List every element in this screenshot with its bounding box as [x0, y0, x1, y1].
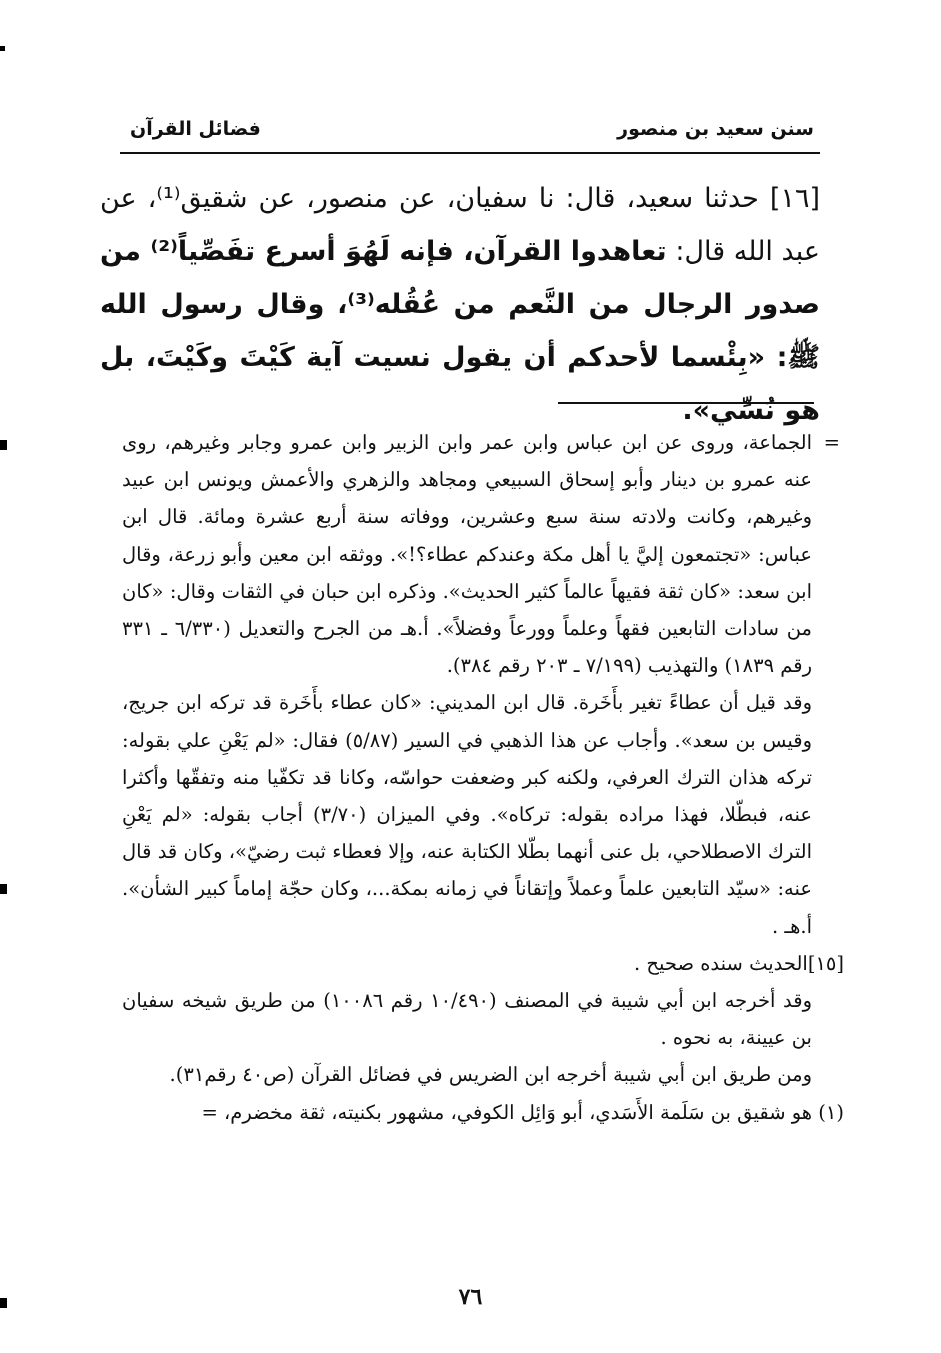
page-number: ٧٦ [458, 1284, 483, 1310]
scan-mark [0, 46, 5, 51]
takhrij-heading [122, 945, 844, 982]
footnote-separator [558, 402, 814, 404]
note-paragraph: ومن طريق ابن أبي شيبة أخرجه ابن الضريس في فضائل القرآن (ص٤٠ رقم٣١). [169, 1063, 812, 1087]
note-paragraph: وقد أخرجه ابن أبي شيبة في المصنف (١٠/٤٩٠ رقم ١٠٠٨٦) من طريق شيخه سفيان بن عيينة، به نحوه . [122, 989, 812, 1050]
takhrij-number: [١٥] [807, 951, 844, 975]
scan-mark [0, 440, 7, 450]
footnote-number: (١) [818, 1100, 844, 1124]
footnote-continuation: = الجماعة، وروى عن ابن عباس وابن عمر وابن الزبير وابن عمرو وجابر وغيرهم، روى عنه عمرو بن دينار وأبو إسحاق السبيعي ومجاهد والزهري والأعمش ويونس ابن عبيد وغيرهم، وكانت ولادته سنة سبع وعشرين، ووفاته سنة أربع عشرة ومائة. قال ابن عباس: «تجتمعون إليَّ يا أهل مكة وعندكم عطاء؟!». ووثقه ابن معين وأبو زرعة، وقال ابن سعد: «كان ثقة فقيهاً عالماً كثير الحديث». وذكره ابن حبان في الثقات وقال: «كان من سادات التابعين فقهاً وعلماً وورعاً وفضلاً». أ.هـ من الجرح والتعديل (٦/٣٣٠ ـ ٣٣١ رقم ١٨٣٩) والتهذيب (٧/١٩٩ ـ ٢٠٣ رقم ٣٨٤). [122, 424, 812, 684]
hadith-number: [١٦] [769, 183, 820, 214]
scan-mark [0, 884, 7, 894]
scan-mark [0, 1298, 7, 1308]
hadith-text [100, 172, 820, 437]
footnote-continuation-mark: = [201, 1100, 218, 1124]
takhrij-text: الحديث سنده صحيح . [633, 951, 808, 975]
note-paragraph: وقد قيل أن عطاءً تغير بأَخَرة. قال ابن المديني: «كان عطاء بأَخَرة قد تركه ابن جريج، وقيس بن سعد». وأجاب عن هذا الذهبي في السير (٥/٨٧) فقال: «لم يَعْنِ علي بقوله: تركه هذان الترك العرفي، ولكنه كبر وضعفت حواسّه، وكانا قد تكفّيا منه وتفقّها وأكثرا عنه، فبطّلا، فهذا مراده بقوله: تركاه». وفي الميزان (٣/٧٠) أجاب بقوله: «لم يَعْنِ الترك الاصطلاحي، بل عنى أنهما بطّلا الكتابة عنه، وإلا فعطاء ثبت رضيّ»، وكان قد قال عنه: «سيّد التابعين علماً وعملاً وإتقاناً في زمانه بمكة...، وكان حجّة إماماً كبير الشأن». أ.هـ . [122, 691, 812, 938]
footnote-1 [122, 1094, 844, 1131]
running-header [120, 112, 820, 154]
hadith-isnad: حدثنا سعيد، قال: نا سفيان، عن منصور، عن شقيق⁽¹⁾، عن عبد الله قال: [100, 183, 820, 267]
footnotes [122, 424, 844, 1131]
hadith-matn: تعاهدوا القرآن، فإنه لَهُوَ أسرع تفَصِّياً⁽²⁾ من صدور الرجال من النَّعم من عُقُله⁽³⁾، [100, 236, 820, 320]
footnote-text: هو شقيق بن سَلَمة الأَسَدي، أبو وَائِل الكوفي، مشهور بكنيته، ثقة مخضرم، [223, 1100, 813, 1124]
section-title: فضائل القرآن [130, 118, 261, 140]
hadith-prophetic-saying: وقال رسول الله ﷺ: «بِئْسما لأحدكم أن يقول نسيت آية كَيْتَ وكَيْتَ، بل هو نُسِّي». [100, 289, 820, 426]
book-title: سنن سعيد بن منصور [617, 118, 814, 140]
